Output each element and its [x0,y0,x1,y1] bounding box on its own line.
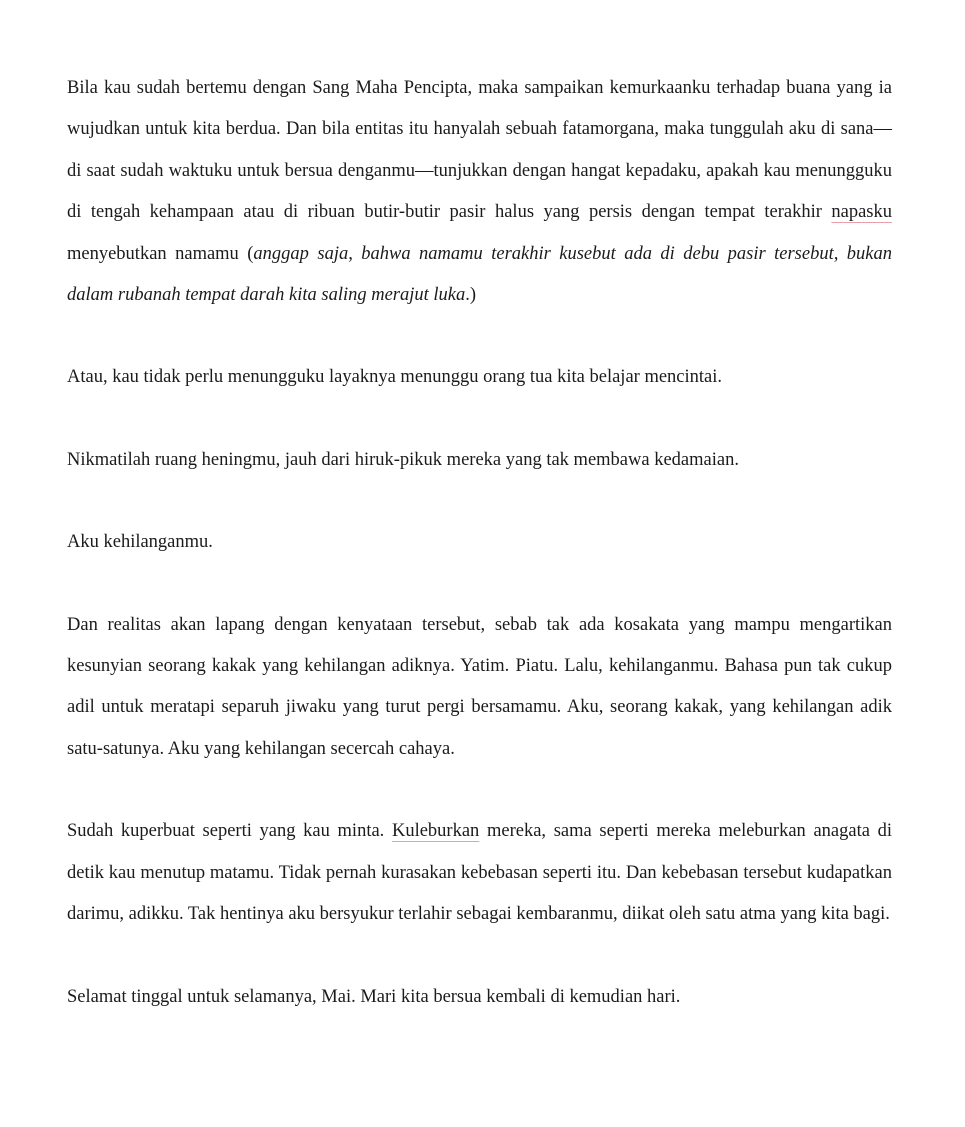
paragraph-2: Atau, kau tidak perlu menungguku layaknya menunggu orang tua kita belajar mencintai. [67,367,723,388]
paragraph-6-text-b: mereka, sama seperti mereka meleburkan anagata di detik kau menutup matamu. Tidak pernah kurasakan kebebasan seperti itu. Dan kebebasan tersebut kudapatkan darimu, adikku. Tak hentinya aku bersyukur terlahir sebagai kembaranmu, diikat oleh satu atma yang kita bagi. [67,821,892,925]
spellcheck-flagged-word[interactable]: napasku [831,202,892,223]
paragraph-4: Aku kehilanganmu. [67,532,213,553]
paragraph-1-text-b: menyebutkan namamu ( [67,243,254,264]
spellcheck-flagged-word[interactable]: Kuleburkan [391,821,480,842]
document-body [67,68,892,1059]
paragraph-1-text-c: .) [465,285,477,306]
paragraph-6 [67,811,892,935]
paragraph-1-italic: anggap saja, bahwa namamu terakhir kusebut ada di debu pasir tersebut, bukan dalam rubanah tempat darah kita saling merajut luka [67,243,893,306]
paragraph-1-text-a: Bila kau sudah bertemu dengan Sang Maha Pencipta, maka sampaikan kemurkaanku terhadap buana yang ia wujudkan untuk kita berdua. Dan bila entitas itu hanyalah sebuah fatamorgana, maka tunggulah aku di sana—di saat sudah waktuku untuk bersua denganmu—tunjukkan dengan hangat kepadaku, apakah kau menungguku di tengah kehampaan atau di ribuan butir-butir pasir halus yang persis dengan tempat terakhir [67,78,892,223]
paragraph-3: Nikmatilah ruang heningmu, jauh dari hiruk-pikuk mereka yang tak membawa kedamaian. [67,449,739,470]
paragraph-1 [67,68,892,316]
paragraph-6-text-a: Sudah kuperbuat seperti yang kau minta. [67,821,392,842]
paragraph-5: Dan realitas akan lapang dengan kenyataan tersebut, sebab tak ada kosakata yang mampu mengartikan kesunyian seorang kakak yang kehilangan adiknya. Yatim. Piatu. Lalu, kehilanganmu. Bahasa pun tak cukup adil untuk meratapi separuh jiwaku yang turut pergi bersamamu. Aku, seorang kakak, yang kehilangan adik satu-satunya. Aku yang kehilangan secercah cahaya. [67,614,892,759]
paragraph-7: Selamat tinggal untuk selamanya, Mai. Mari kita bersua kembali di kemudian hari. [67,986,681,1007]
